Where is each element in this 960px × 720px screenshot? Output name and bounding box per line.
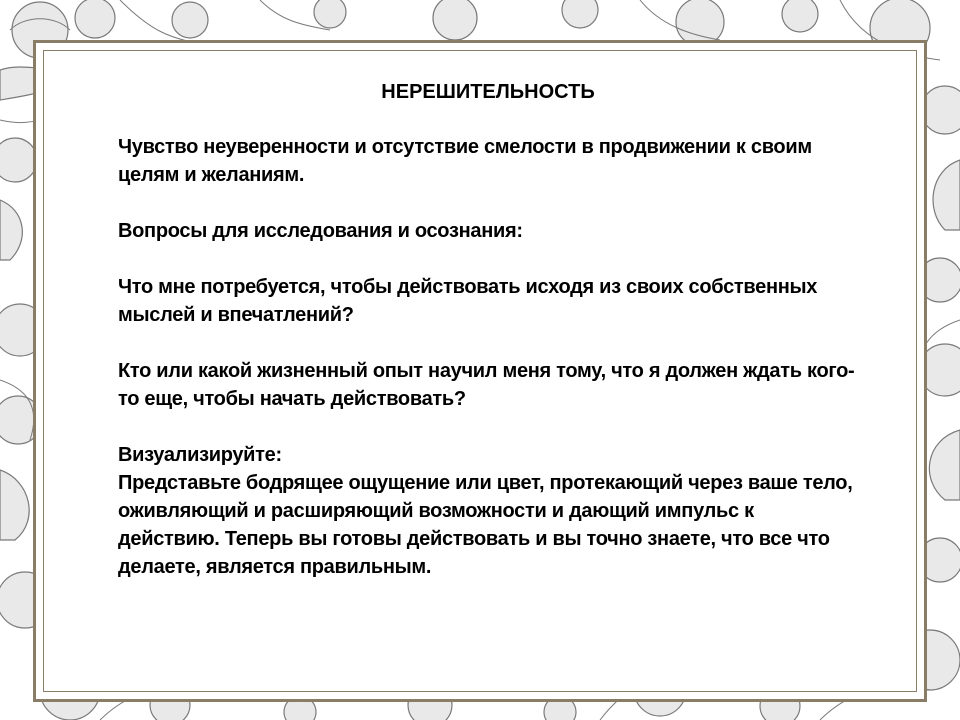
question-1-text: Что мне потребуется, чтобы действовать исходя из своих собственных мыслей и впечатлений? [118,276,818,326]
visualize-heading: Визуализируйте: [118,444,282,466]
visualize-text: Представьте бодрящее ощущение или цвет, протекающий через ваше тело, оживляющий и расширяющий возможности и дающий импульс к действию. Теперь вы готовы действовать и вы точно знаете, что все что делаете, является правильным. [118,472,853,578]
questions-heading: Вопросы для исследования и осознания: [118,220,523,242]
slide-content [118,78,858,609]
description-text: Чувство неуверенности и отсутствие смелости в продвижении к своим целям и желаниям. [118,136,812,186]
slide-title: НЕРЕШИТЕЛЬНОСТЬ [381,81,595,103]
question-2-text: Кто или какой жизненный опыт научил меня тому, что я должен ждать кого-то еще, чтобы начать действовать? [118,360,855,410]
